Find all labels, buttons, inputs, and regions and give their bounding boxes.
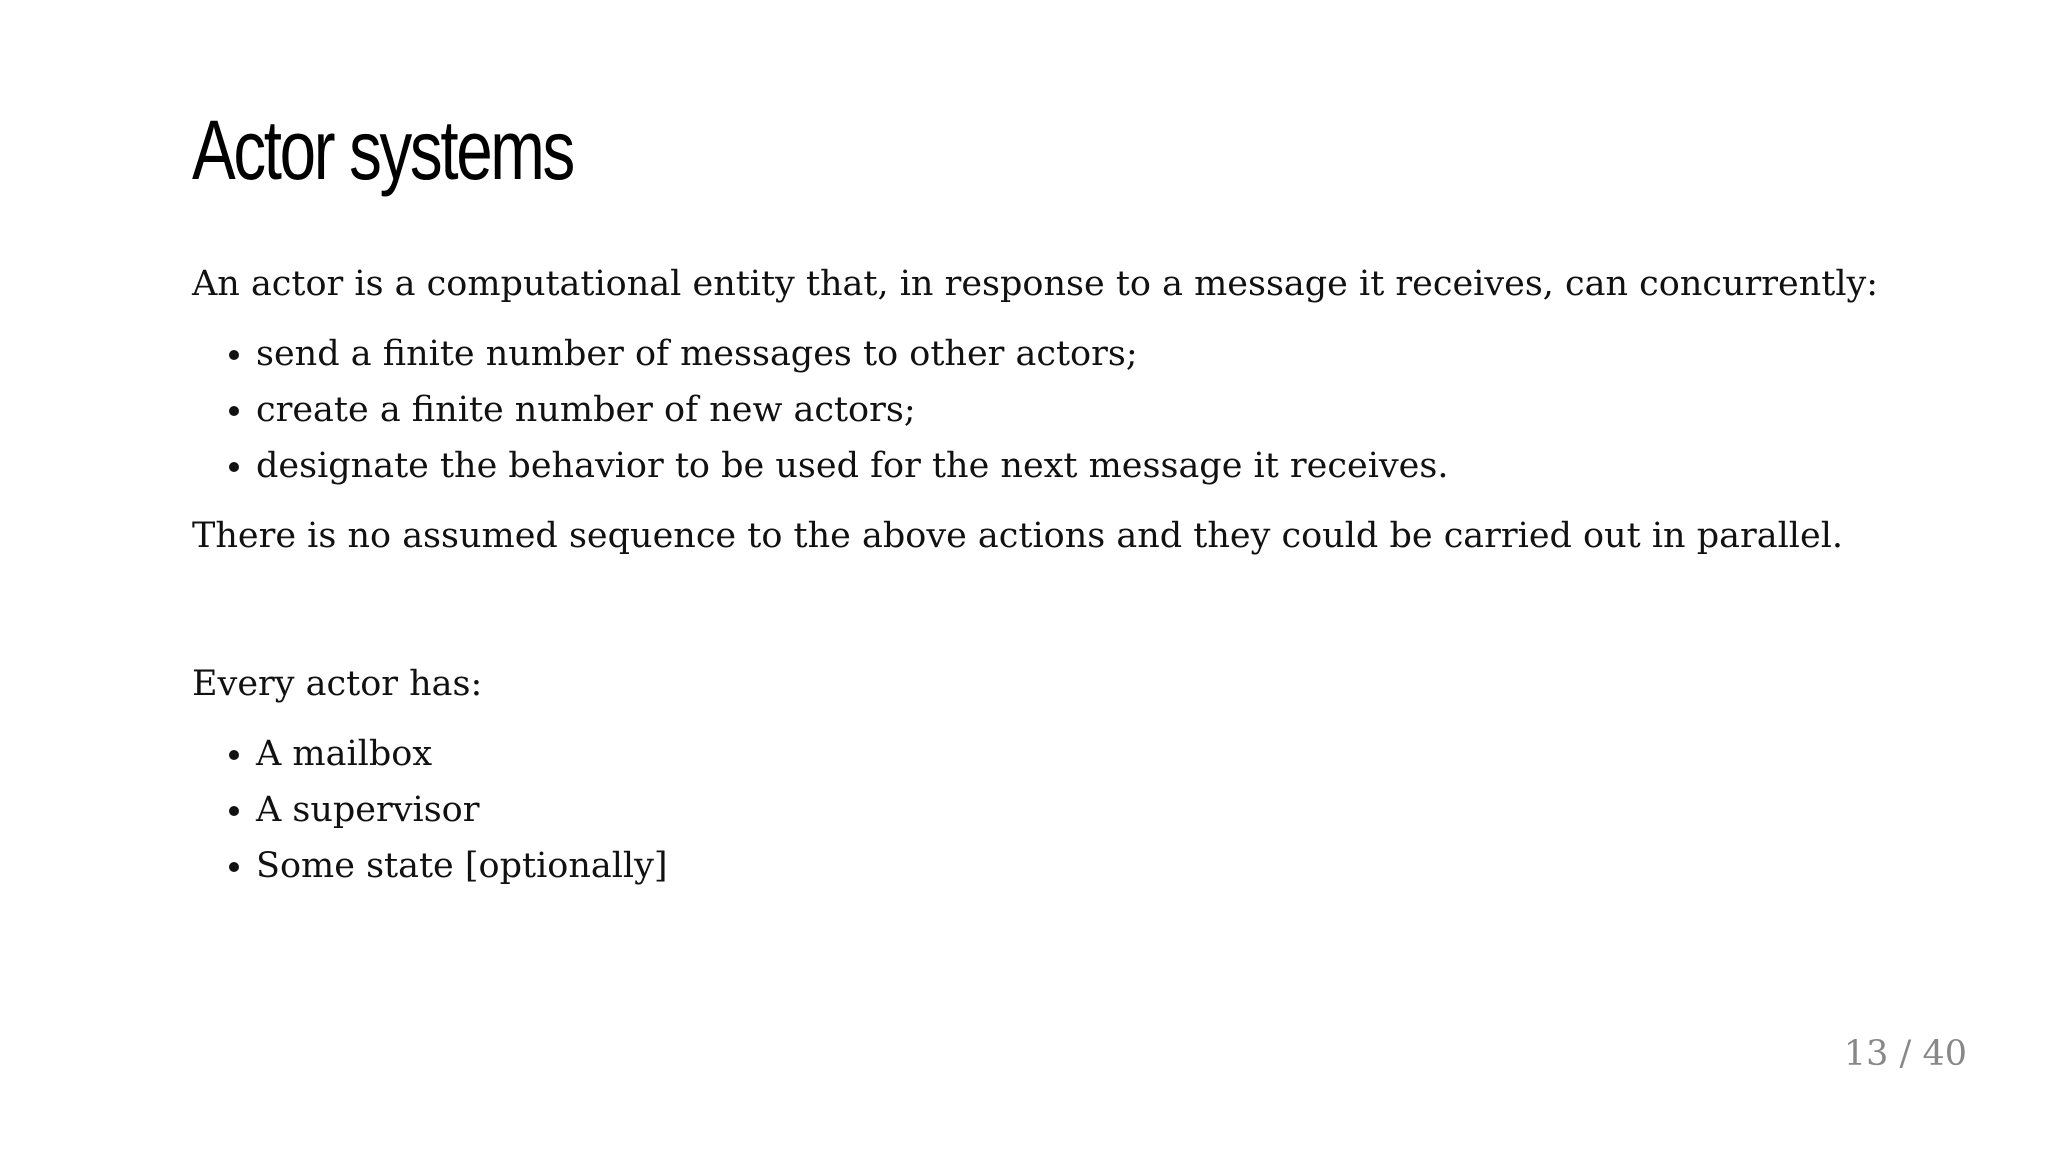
list-item: • send a finite number of messages to other actors; xyxy=(256,326,1992,382)
actions-list xyxy=(192,326,1992,494)
list-item: • designate the behavior to be used for the next message it receives. xyxy=(256,438,1992,494)
spacer xyxy=(192,564,1992,656)
list-item: • create a finite number of new actors; xyxy=(256,382,1992,438)
note-text: There is no assumed sequence to the above actions and they could be carried out in parallel. xyxy=(192,516,1844,556)
list-item: • A supervisor xyxy=(256,782,1992,838)
actor-properties-list xyxy=(192,726,1992,894)
slide-title: Actor systems xyxy=(192,103,573,197)
slide-content xyxy=(192,256,1992,908)
intro-text: An actor is a computational entity that, in response to a message it receives, can concurrently: xyxy=(192,264,1879,304)
page-number: 13 / 40 xyxy=(1843,1034,1967,1074)
every-actor-text: Every actor has: xyxy=(192,664,483,704)
list-item: • Some state [optionally] xyxy=(256,838,1992,894)
list-item: • A mailbox xyxy=(256,726,1992,782)
